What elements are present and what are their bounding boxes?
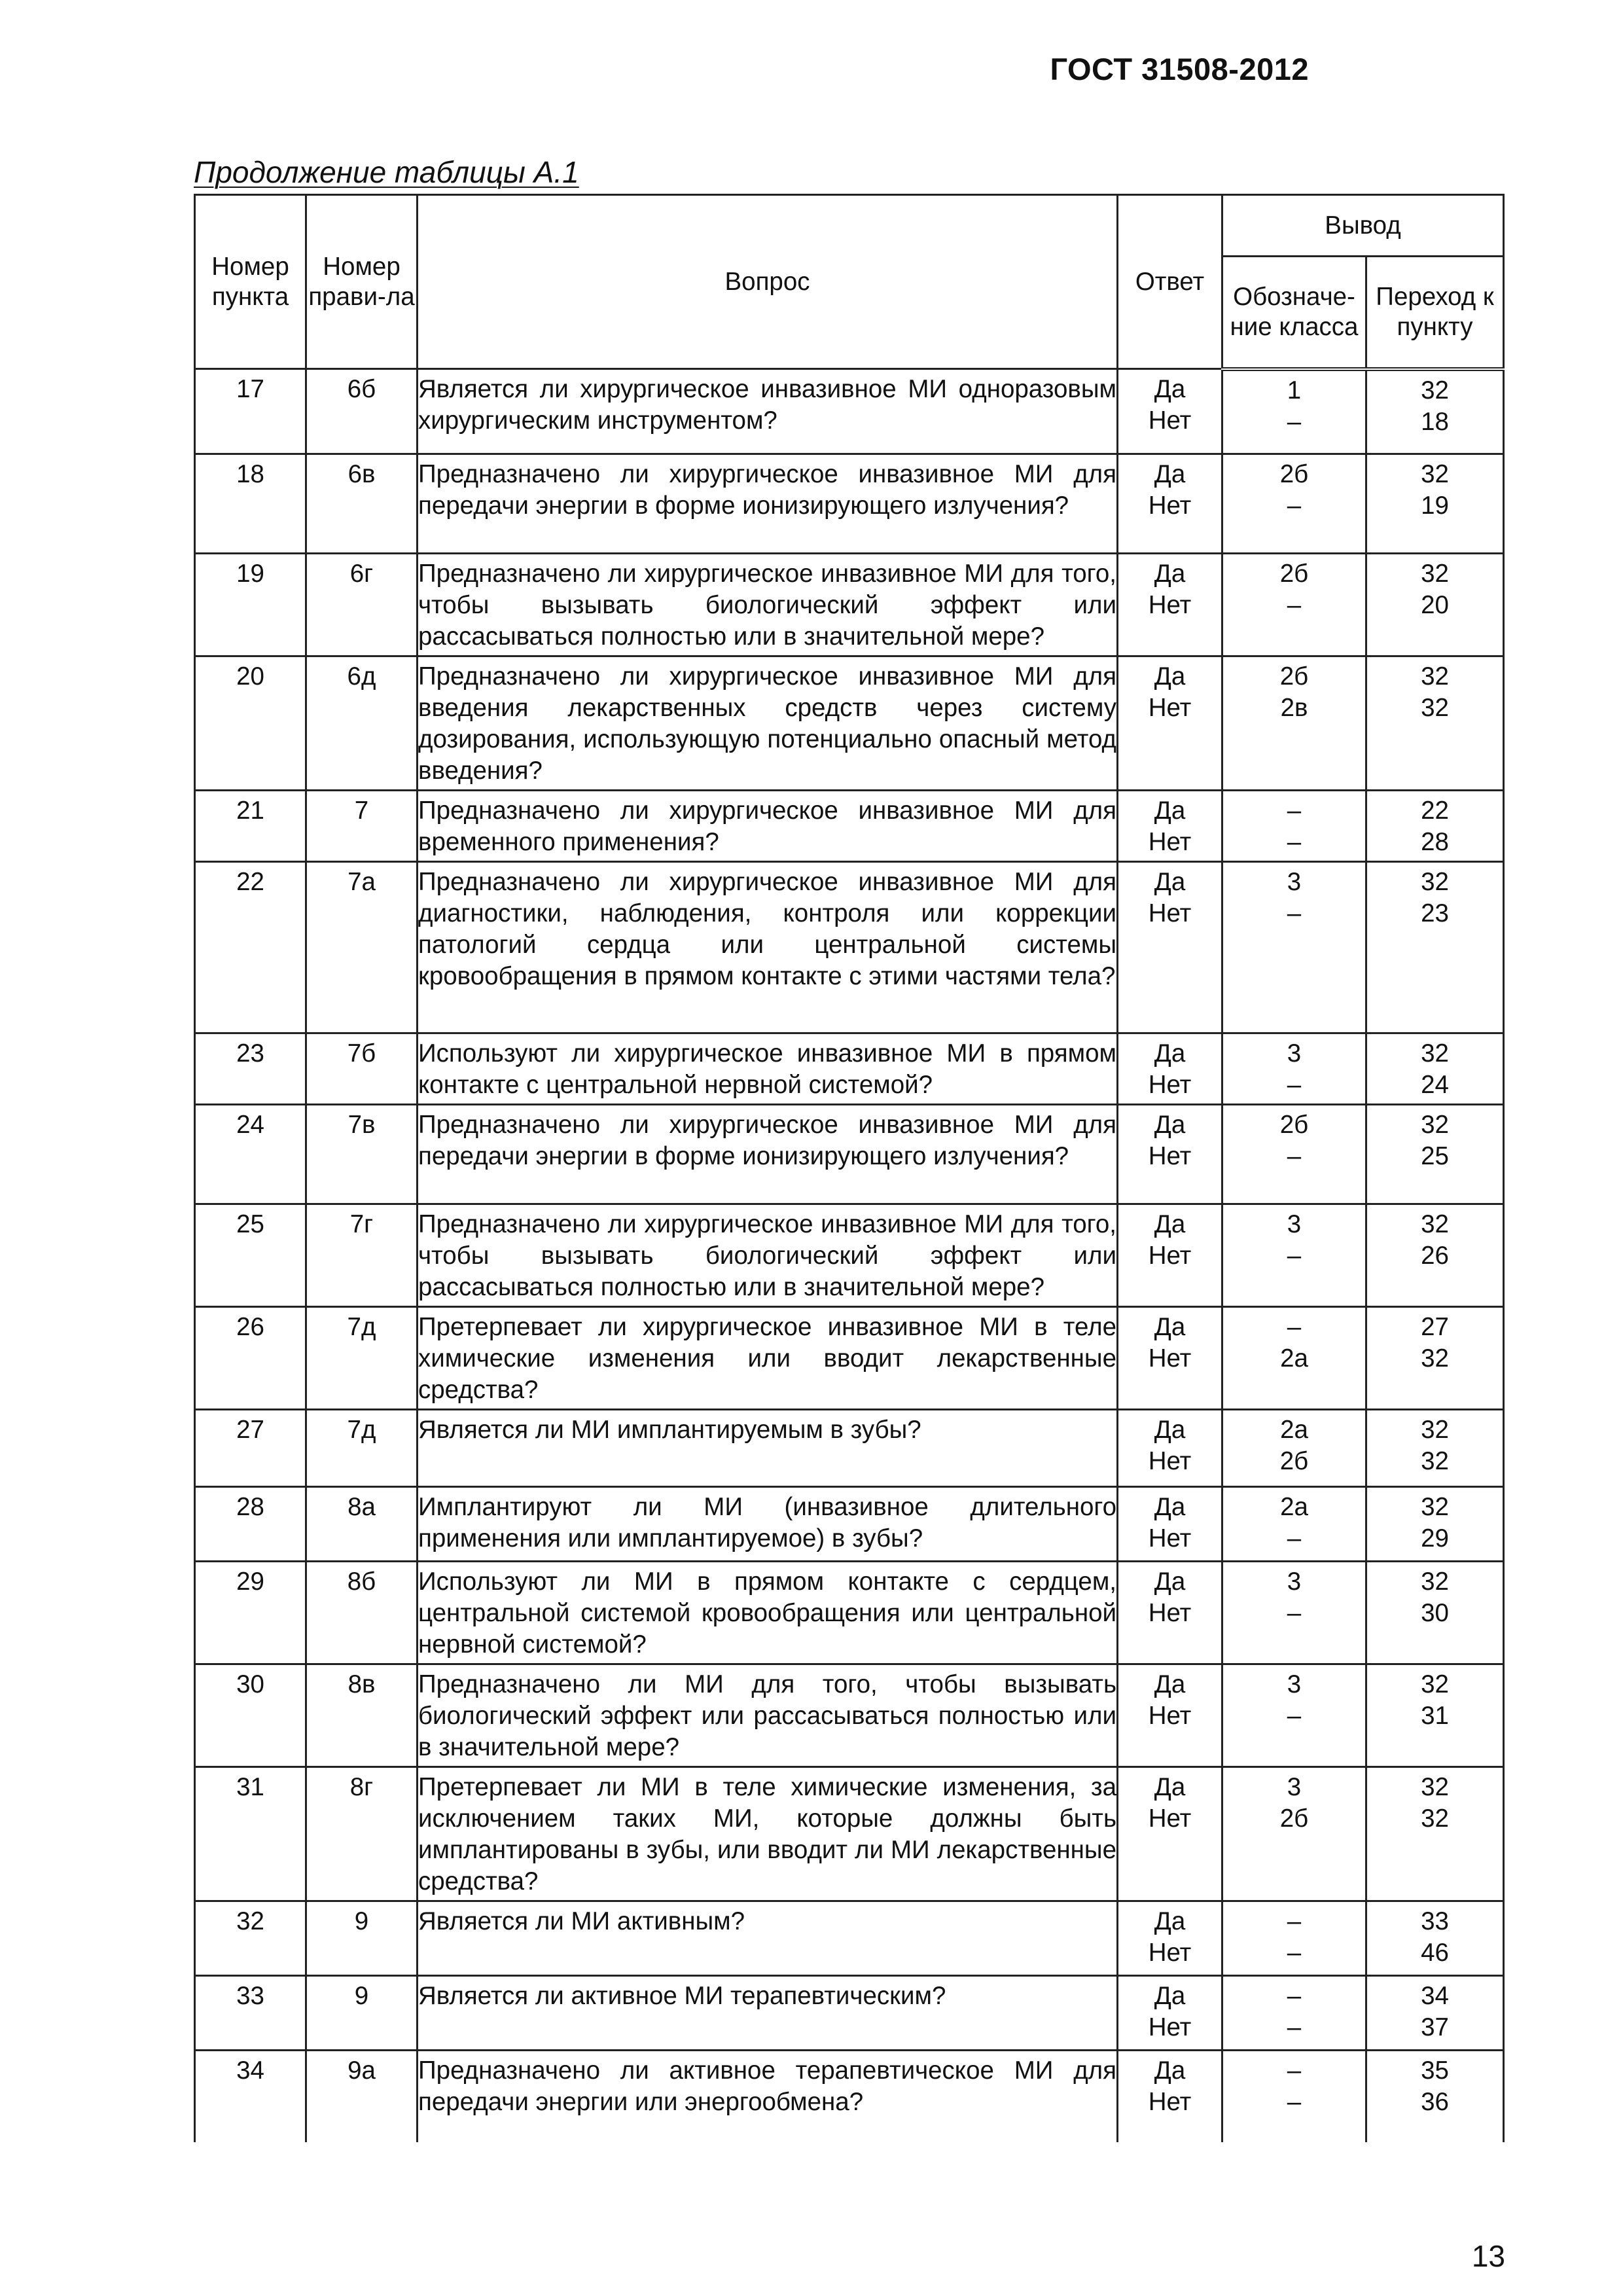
class-cell bbox=[1222, 2051, 1366, 2142]
table-row bbox=[195, 1307, 1504, 1410]
answer-value: Да bbox=[1154, 2056, 1186, 2085]
goto-value: 26 bbox=[1421, 1242, 1449, 1270]
goto-value: 32 bbox=[1421, 868, 1449, 896]
class-cell bbox=[1222, 656, 1366, 791]
goto-cell bbox=[1366, 1901, 1504, 1976]
item-number-cell: 34 bbox=[195, 2051, 306, 2142]
class-value: 2б bbox=[1279, 1447, 1309, 1475]
class-value: 2а bbox=[1280, 1344, 1308, 1372]
goto-value: 20 bbox=[1421, 591, 1449, 619]
item-number-cell: 17 bbox=[195, 369, 306, 454]
rule-number-cell: 6в bbox=[306, 454, 418, 554]
goto-cell bbox=[1366, 2051, 1504, 2142]
class-cell bbox=[1222, 1033, 1366, 1105]
answer-value: Да bbox=[1154, 1907, 1186, 1935]
goto-value: 34 bbox=[1421, 1982, 1449, 2010]
rule-number-cell: 7б bbox=[306, 1033, 418, 1105]
class-cell bbox=[1222, 1562, 1366, 1664]
class-cell bbox=[1222, 1410, 1366, 1487]
goto-value: 32 bbox=[1421, 376, 1449, 404]
goto-value: 18 bbox=[1421, 407, 1449, 436]
class-value: 2а bbox=[1280, 1493, 1308, 1521]
goto-value: 37 bbox=[1421, 2013, 1449, 2041]
table-row bbox=[195, 1976, 1504, 2051]
class-value: – bbox=[1287, 2088, 1302, 2116]
rule-number-cell: 7д bbox=[306, 1307, 418, 1410]
answer-value: Да bbox=[1154, 375, 1186, 403]
answer-value: Да bbox=[1154, 1568, 1186, 1596]
table-caption: Продолжение таблицы А.1 bbox=[194, 155, 579, 189]
table-row bbox=[195, 1204, 1504, 1307]
answer-value: Нет bbox=[1148, 828, 1192, 856]
question-cell: Является ли МИ активным? bbox=[418, 1901, 1118, 1976]
class-cell bbox=[1222, 1105, 1366, 1204]
class-value: 1 bbox=[1287, 376, 1302, 404]
answer-value: Да bbox=[1154, 1111, 1186, 1139]
answer-value: Нет bbox=[1148, 406, 1192, 435]
item-number-cell: 31 bbox=[195, 1767, 306, 1901]
class-value: 2б bbox=[1279, 560, 1309, 588]
goto-value: 24 bbox=[1421, 1071, 1449, 1099]
answer-cell bbox=[1118, 1033, 1222, 1105]
goto-value: 32 bbox=[1421, 460, 1449, 488]
question-cell: Предназначено ли МИ для того, чтобы вызывать биологический эффект или рассасываться полностью или в значительной мере? bbox=[418, 1664, 1118, 1767]
table-row bbox=[195, 656, 1504, 791]
answer-value: Нет bbox=[1148, 492, 1192, 520]
header-answer: Ответ bbox=[1118, 195, 1222, 369]
table-row bbox=[195, 1105, 1504, 1204]
class-cell bbox=[1222, 554, 1366, 656]
answer-value: Да bbox=[1154, 1416, 1186, 1444]
item-number-cell: 33 bbox=[195, 1976, 306, 2051]
answer-cell bbox=[1118, 1105, 1222, 1204]
question-cell: Предназначено ли хирургическое инвазивное МИ для введения лекарственных средств через систему дозирования, использующую потенциально опасный метод введения? bbox=[418, 656, 1118, 791]
answer-cell bbox=[1118, 1487, 1222, 1562]
answer-cell bbox=[1118, 1767, 1222, 1901]
question-cell: Имплантируют ли МИ (инвазивное длительного применения или имплантируемое) в зубы? bbox=[418, 1487, 1118, 1562]
question-cell: Является ли хирургическое инвазивное МИ одноразовым хирургическим инструментом? bbox=[418, 369, 1118, 454]
class-value: 3 bbox=[1287, 1210, 1302, 1238]
class-value: 3 bbox=[1287, 1039, 1302, 1067]
answer-value: Нет bbox=[1148, 1599, 1192, 1627]
rule-number-cell: 7 bbox=[306, 791, 418, 862]
answer-value: Нет bbox=[1148, 1344, 1192, 1372]
class-value: – bbox=[1287, 1702, 1302, 1730]
goto-value: 32 bbox=[1421, 662, 1449, 691]
table-row bbox=[195, 1487, 1504, 1562]
goto-cell bbox=[1366, 554, 1504, 656]
class-cell bbox=[1222, 369, 1366, 454]
item-number-cell: 20 bbox=[195, 656, 306, 791]
item-number-cell: 22 bbox=[195, 862, 306, 1033]
goto-cell bbox=[1366, 1976, 1504, 2051]
question-cell: Предназначено ли активное терапевтическое МИ для передачи энергии или энергообмена? bbox=[418, 2051, 1118, 2142]
goto-cell bbox=[1366, 454, 1504, 554]
goto-cell bbox=[1366, 1033, 1504, 1105]
answer-cell bbox=[1118, 1901, 1222, 1976]
goto-cell bbox=[1366, 1105, 1504, 1204]
goto-value: 27 bbox=[1421, 1313, 1449, 1341]
class-value: 2в bbox=[1280, 694, 1308, 722]
table-row bbox=[195, 2051, 1504, 2142]
answer-value: Да bbox=[1154, 1773, 1186, 1801]
rule-number-cell: 8а bbox=[306, 1487, 418, 1562]
table-row bbox=[195, 1562, 1504, 1664]
answer-value: Нет bbox=[1148, 1804, 1192, 1833]
class-value: 3 bbox=[1287, 1773, 1302, 1801]
question-cell: Предназначено ли хирургическое инвазивное МИ для передачи энергии в форме ионизирующего излучения? bbox=[418, 454, 1118, 554]
question-cell: Используют ли хирургическое инвазивное МИ в прямом контакте с центральной нервной системой? bbox=[418, 1033, 1118, 1105]
class-value: – bbox=[1287, 828, 1302, 856]
goto-value: 30 bbox=[1421, 1599, 1449, 1627]
class-value: – bbox=[1287, 797, 1302, 825]
answer-cell bbox=[1118, 1976, 1222, 2051]
goto-cell bbox=[1366, 1307, 1504, 1410]
rule-number-cell: 9 bbox=[306, 1976, 418, 2051]
class-cell bbox=[1222, 862, 1366, 1033]
item-number-cell: 23 bbox=[195, 1033, 306, 1105]
class-value: 2б bbox=[1279, 460, 1309, 488]
goto-value: 32 bbox=[1421, 1804, 1449, 1833]
answer-cell bbox=[1118, 1664, 1222, 1767]
class-value: – bbox=[1287, 407, 1302, 436]
answer-value: Да bbox=[1154, 560, 1186, 588]
table-row bbox=[195, 1901, 1504, 1976]
class-value: – bbox=[1287, 2056, 1302, 2085]
goto-value: 35 bbox=[1421, 2056, 1449, 2085]
class-cell bbox=[1222, 1664, 1366, 1767]
goto-value: 28 bbox=[1421, 828, 1449, 856]
class-value: 2б bbox=[1279, 1111, 1309, 1139]
goto-value: 32 bbox=[1421, 1568, 1449, 1596]
class-value: 2б bbox=[1279, 1804, 1309, 1833]
goto-cell bbox=[1366, 1410, 1504, 1487]
class-value: – bbox=[1287, 1982, 1302, 2010]
class-value: 3 bbox=[1287, 1670, 1302, 1698]
rule-number-cell: 8г bbox=[306, 1767, 418, 1901]
class-value: – bbox=[1287, 1524, 1302, 1552]
class-cell bbox=[1222, 454, 1366, 554]
goto-value: 32 bbox=[1421, 1416, 1449, 1444]
item-number-cell: 19 bbox=[195, 554, 306, 656]
table-row bbox=[195, 862, 1504, 1033]
rule-number-cell: 6г bbox=[306, 554, 418, 656]
goto-value: 29 bbox=[1421, 1524, 1449, 1552]
goto-cell bbox=[1366, 656, 1504, 791]
rule-number-cell: 9а bbox=[306, 2051, 418, 2142]
goto-value: 19 bbox=[1421, 492, 1449, 520]
item-number-cell: 30 bbox=[195, 1664, 306, 1767]
answer-value: Нет bbox=[1148, 2088, 1192, 2116]
item-number-cell: 27 bbox=[195, 1410, 306, 1487]
class-cell bbox=[1222, 1204, 1366, 1307]
answer-value: Нет bbox=[1148, 1071, 1192, 1099]
answer-value: Нет bbox=[1148, 1447, 1192, 1475]
rule-number-cell: 7г bbox=[306, 1204, 418, 1307]
answer-value: Да bbox=[1154, 460, 1186, 488]
question-cell: Предназначено ли хирургическое инвазивное МИ для диагностики, наблюдения, контроля или коррекции патологий сердца или центральной системы кровообращения в прямом контакте с этими частями тела? bbox=[418, 862, 1118, 1033]
answer-cell bbox=[1118, 1204, 1222, 1307]
item-number-cell: 32 bbox=[195, 1901, 306, 1976]
goto-value: 46 bbox=[1421, 1939, 1449, 1967]
header-goto-item: Переход к пункту bbox=[1366, 257, 1504, 369]
goto-cell bbox=[1366, 1204, 1504, 1307]
item-number-cell: 26 bbox=[195, 1307, 306, 1410]
question-cell: Претерпевает ли хирургическое инвазивное МИ в теле химические изменения или вводит лекарственные средства? bbox=[418, 1307, 1118, 1410]
answer-value: Да bbox=[1154, 1493, 1186, 1521]
answer-value: Нет bbox=[1148, 2013, 1192, 2041]
item-number-cell: 18 bbox=[195, 454, 306, 554]
goto-value: 32 bbox=[1421, 1111, 1449, 1139]
class-value: – bbox=[1287, 492, 1302, 520]
answer-cell bbox=[1118, 656, 1222, 791]
answer-value: Нет bbox=[1148, 1939, 1192, 1967]
class-cell bbox=[1222, 1767, 1366, 1901]
goto-cell bbox=[1366, 1664, 1504, 1767]
class-cell bbox=[1222, 1901, 1366, 1976]
answer-value: Да bbox=[1154, 1313, 1186, 1341]
answer-value: Нет bbox=[1148, 694, 1192, 722]
answer-value: Нет bbox=[1148, 1702, 1192, 1730]
answer-cell bbox=[1118, 1307, 1222, 1410]
goto-value: 32 bbox=[1421, 1344, 1449, 1372]
rule-number-cell: 6д bbox=[306, 656, 418, 791]
goto-value: 32 bbox=[1421, 1039, 1449, 1067]
class-value: 2б bbox=[1279, 662, 1309, 691]
table-row bbox=[195, 1664, 1504, 1767]
item-number-cell: 24 bbox=[195, 1105, 306, 1204]
answer-cell bbox=[1118, 1410, 1222, 1487]
class-cell bbox=[1222, 1487, 1366, 1562]
table-row bbox=[195, 1033, 1504, 1105]
question-cell: Используют ли МИ в прямом контакте с сердцем, центральной системой кровообращения или центральной нервной системой? bbox=[418, 1562, 1118, 1664]
answer-value: Нет bbox=[1148, 591, 1192, 619]
goto-value: 32 bbox=[1421, 1493, 1449, 1521]
goto-cell bbox=[1366, 369, 1504, 454]
class-value: – bbox=[1287, 1071, 1302, 1099]
item-number-cell: 29 bbox=[195, 1562, 306, 1664]
question-cell: Предназначено ли хирургическое инвазивное МИ для того, чтобы вызывать биологический эффект или рассасываться полностью или в значительной мере? bbox=[418, 554, 1118, 656]
answer-value: Да bbox=[1154, 797, 1186, 825]
goto-value: 31 bbox=[1421, 1702, 1449, 1730]
class-value: – bbox=[1287, 1313, 1302, 1341]
class-value: 3 bbox=[1287, 868, 1302, 896]
header-output: Вывод bbox=[1222, 195, 1504, 257]
question-cell: Является ли МИ имплантируемым в зубы? bbox=[418, 1410, 1118, 1487]
class-cell bbox=[1222, 791, 1366, 862]
question-cell: Является ли активное МИ терапевтическим? bbox=[418, 1976, 1118, 2051]
answer-cell bbox=[1118, 554, 1222, 656]
goto-value: 33 bbox=[1421, 1907, 1449, 1935]
answer-value: Да bbox=[1154, 1982, 1186, 2010]
goto-value: 22 bbox=[1421, 797, 1449, 825]
goto-value: 32 bbox=[1421, 560, 1449, 588]
table-row bbox=[195, 369, 1504, 454]
goto-cell bbox=[1366, 862, 1504, 1033]
header-item-number: Номер пункта bbox=[195, 195, 306, 369]
class-value: – bbox=[1287, 1599, 1302, 1627]
goto-value: 32 bbox=[1421, 1670, 1449, 1698]
question-cell: Предназначено ли хирургическое инвазивное МИ для того, чтобы вызывать биологический эффект или рассасываться полностью или в значительной мере? bbox=[418, 1204, 1118, 1307]
answer-value: Да bbox=[1154, 1039, 1186, 1067]
goto-value: 23 bbox=[1421, 899, 1449, 927]
answer-value: Да bbox=[1154, 662, 1186, 691]
goto-value: 25 bbox=[1421, 1142, 1449, 1170]
goto-value: 32 bbox=[1421, 1210, 1449, 1238]
rule-number-cell: 7в bbox=[306, 1105, 418, 1204]
class-value: 3 bbox=[1287, 1568, 1302, 1596]
header-rule-number: Номер прави-ла bbox=[306, 195, 418, 369]
class-value: – bbox=[1287, 1939, 1302, 1967]
classification-table bbox=[194, 194, 1505, 2142]
table-row bbox=[195, 1767, 1504, 1901]
question-cell: Претерпевает ли МИ в теле химические изменения, за исключением таких МИ, которые должны быть имплантированы в зубы, или вводит ли МИ лекарственные средства? bbox=[418, 1767, 1118, 1901]
rule-number-cell: 7д bbox=[306, 1410, 418, 1487]
rule-number-cell: 7а bbox=[306, 862, 418, 1033]
header-question: Вопрос bbox=[418, 195, 1118, 369]
goto-cell bbox=[1366, 1487, 1504, 1562]
answer-value: Да bbox=[1154, 868, 1186, 896]
answer-cell bbox=[1118, 454, 1222, 554]
answer-value: Нет bbox=[1148, 899, 1192, 927]
answer-value: Нет bbox=[1148, 1142, 1192, 1170]
class-value: – bbox=[1287, 591, 1302, 619]
table-row bbox=[195, 554, 1504, 656]
goto-value: 32 bbox=[1421, 694, 1449, 722]
goto-cell bbox=[1366, 1562, 1504, 1664]
table-row bbox=[195, 791, 1504, 862]
rule-number-cell: 6б bbox=[306, 369, 418, 454]
answer-value: Нет bbox=[1148, 1242, 1192, 1270]
question-cell: Предназначено ли хирургическое инвазивное МИ для временного применения? bbox=[418, 791, 1118, 862]
answer-value: Нет bbox=[1148, 1524, 1192, 1552]
goto-value: 36 bbox=[1421, 2088, 1449, 2116]
item-number-cell: 25 bbox=[195, 1204, 306, 1307]
page-number: 13 bbox=[1471, 2239, 1505, 2273]
question-cell: Предназначено ли хирургическое инвазивное МИ для передачи энергии в форме ионизирующего излучения? bbox=[418, 1105, 1118, 1204]
goto-value: 32 bbox=[1421, 1773, 1449, 1801]
class-value: – bbox=[1287, 2013, 1302, 2041]
class-cell bbox=[1222, 1976, 1366, 2051]
class-value: – bbox=[1287, 899, 1302, 927]
table-row bbox=[195, 1410, 1504, 1487]
header-class-designation: Обозначе-ние класса bbox=[1222, 257, 1366, 369]
class-value: – bbox=[1287, 1242, 1302, 1270]
answer-cell bbox=[1118, 369, 1222, 454]
class-value: 2а bbox=[1280, 1416, 1308, 1444]
item-number-cell: 21 bbox=[195, 791, 306, 862]
answer-cell bbox=[1118, 862, 1222, 1033]
rule-number-cell: 8в bbox=[306, 1664, 418, 1767]
table-row bbox=[195, 454, 1504, 554]
goto-cell bbox=[1366, 1767, 1504, 1901]
document-code: ГОСТ 31508-2012 bbox=[1050, 52, 1309, 86]
answer-cell bbox=[1118, 2051, 1222, 2142]
answer-cell bbox=[1118, 1562, 1222, 1664]
rule-number-cell: 8б bbox=[306, 1562, 418, 1664]
rule-number-cell: 9 bbox=[306, 1901, 418, 1976]
answer-value: Да bbox=[1154, 1670, 1186, 1698]
class-cell bbox=[1222, 1307, 1366, 1410]
answer-cell bbox=[1118, 791, 1222, 862]
item-number-cell: 28 bbox=[195, 1487, 306, 1562]
class-value: – bbox=[1287, 1907, 1302, 1935]
goto-cell bbox=[1366, 791, 1504, 862]
answer-value: Да bbox=[1154, 1210, 1186, 1238]
goto-value: 32 bbox=[1421, 1447, 1449, 1475]
class-value: – bbox=[1287, 1142, 1302, 1170]
